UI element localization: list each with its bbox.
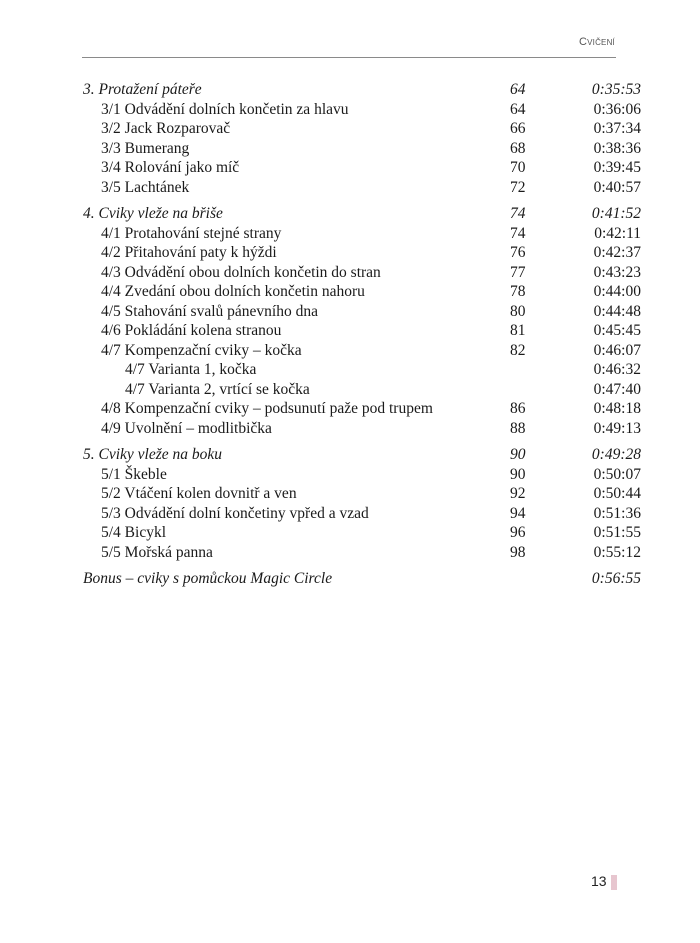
toc-time: 0:46:32	[593, 361, 641, 378]
toc-page: 90	[510, 465, 526, 483]
toc-page: 70	[510, 159, 526, 176]
toc-page: 74	[510, 224, 526, 242]
toc-time: 0:41:52	[591, 205, 641, 222]
toc-page: 96	[510, 524, 526, 541]
toc-section-5	[83, 445, 643, 562]
toc-title: 3/3 Bumerang	[101, 139, 190, 157]
toc-time: 0:44:00	[593, 283, 641, 300]
toc-entry[interactable]	[83, 178, 643, 198]
toc-entry[interactable]	[83, 504, 643, 524]
toc-page: 88	[510, 419, 526, 437]
running-head: Cvičení	[578, 36, 615, 48]
toc-entry[interactable]	[83, 302, 643, 322]
toc-title: 4/4 Zvedání obou dolních končetin nahoru	[101, 283, 365, 300]
toc-entry[interactable]	[83, 243, 643, 263]
toc-title: 3. Protažení páteře	[83, 81, 202, 98]
toc-entry[interactable]	[83, 263, 643, 283]
toc-time: 0:46:07	[593, 341, 641, 359]
toc-entry[interactable]	[83, 321, 643, 341]
toc-title: 4/3 Odvádění obou dolních končetin do stran	[101, 263, 381, 281]
toc-title: 4/7 Kompenzační cviky – kočka	[101, 341, 302, 359]
toc-entry[interactable]	[83, 139, 643, 159]
toc-section-heading[interactable]	[83, 445, 643, 465]
toc-entry[interactable]	[83, 119, 643, 139]
toc-page: 92	[510, 485, 526, 502]
toc-page: 64	[510, 81, 526, 98]
toc-time: 0:35:53	[591, 81, 641, 98]
toc-title: 4/8 Kompenzační cviky – podsunutí paže pod trupem	[101, 400, 433, 417]
toc-entry[interactable]	[83, 484, 643, 504]
toc-title: Bonus – cviky s pomůckou Magic Circle	[83, 570, 333, 587]
toc-entry[interactable]	[83, 465, 643, 485]
toc-time: 0:44:48	[593, 302, 641, 320]
toc-title: 5. Cviky vleže na boku	[83, 446, 223, 463]
header-rule	[82, 57, 616, 58]
toc-title: 4/6 Pokládání kolena stranou	[101, 322, 282, 339]
toc-page: 86	[510, 400, 526, 417]
toc-page: 98	[510, 543, 526, 561]
toc-title: 4/2 Přitahování paty k hýždi	[101, 244, 277, 261]
toc-page: 68	[510, 139, 526, 157]
toc-subentry[interactable]	[83, 360, 643, 380]
page-number: 13	[591, 873, 607, 889]
toc-title: 4. Cviky vleže na břiše	[83, 205, 223, 222]
toc-page: 77	[510, 263, 526, 281]
toc-time: 0:38:36	[593, 139, 641, 157]
toc-time: 0:36:06	[593, 100, 641, 118]
toc-entry[interactable]	[83, 282, 643, 302]
toc-title: 5/4 Bicykl	[101, 524, 167, 541]
toc-title: 4/7 Varianta 2, vrtící se kočka	[125, 380, 310, 398]
table-of-contents	[83, 80, 643, 596]
toc-entry[interactable]	[83, 100, 643, 120]
toc-time: 0:47:40	[593, 380, 641, 398]
page-marker	[611, 875, 617, 890]
toc-page: 64	[510, 100, 526, 118]
toc-page: 66	[510, 120, 526, 137]
toc-time: 0:39:45	[593, 159, 641, 176]
toc-entry[interactable]	[83, 224, 643, 244]
toc-page: 81	[510, 322, 526, 339]
toc-time: 0:45:45	[593, 322, 641, 339]
toc-time: 0:56:55	[591, 570, 641, 587]
toc-section-heading[interactable]	[83, 204, 643, 224]
toc-title: 3/1 Odvádění dolních končetin za hlavu	[101, 100, 349, 118]
toc-page: 94	[510, 504, 526, 522]
toc-title: 4/9 Uvolnění – modlitbička	[101, 419, 272, 437]
toc-title: 4/1 Protahování stejné strany	[101, 224, 282, 242]
toc-title: 3/2 Jack Rozparovač	[101, 120, 231, 137]
toc-subentry[interactable]	[83, 380, 643, 400]
toc-time: 0:51:36	[593, 504, 641, 522]
toc-title: 5/1 Škeble	[101, 465, 167, 483]
toc-page: 90	[510, 446, 526, 463]
toc-title: 3/5 Lachtánek	[101, 178, 190, 196]
toc-time: 0:50:44	[593, 485, 641, 502]
toc-time: 0:50:07	[593, 465, 641, 483]
toc-time: 0:48:18	[593, 400, 641, 417]
toc-entry[interactable]	[83, 158, 643, 178]
toc-section-bonus	[83, 569, 643, 589]
toc-time: 0:42:11	[594, 224, 641, 242]
toc-title: 4/7 Varianta 1, kočka	[125, 361, 257, 378]
toc-entry[interactable]	[83, 543, 643, 563]
toc-page: 74	[510, 205, 526, 222]
toc-time: 0:49:13	[593, 419, 641, 437]
toc-time: 0:40:57	[593, 178, 641, 196]
toc-time: 0:49:28	[591, 446, 641, 463]
toc-title: 5/2 Vtáčení kolen dovnitř a ven	[101, 485, 297, 502]
toc-section-3	[83, 80, 643, 197]
toc-entry[interactable]	[83, 419, 643, 439]
toc-entry[interactable]	[83, 341, 643, 361]
toc-page: 78	[510, 283, 526, 300]
toc-page: 80	[510, 302, 526, 320]
toc-time: 0:43:23	[593, 263, 641, 281]
toc-page: 76	[510, 244, 526, 261]
toc-page: 82	[510, 341, 526, 359]
toc-section-heading[interactable]	[83, 569, 643, 589]
toc-section-heading[interactable]	[83, 80, 643, 100]
toc-time: 0:55:12	[593, 543, 641, 561]
toc-time: 0:37:34	[593, 120, 641, 137]
toc-page: 72	[510, 178, 526, 196]
toc-title: 4/5 Stahování svalů pánevního dna	[101, 302, 318, 320]
toc-section-4	[83, 204, 643, 438]
toc-entry[interactable]	[83, 399, 643, 419]
toc-title: 5/5 Mořská panna	[101, 543, 213, 561]
toc-entry[interactable]	[83, 523, 643, 543]
toc-title: 3/4 Rolování jako míč	[101, 159, 240, 176]
toc-time: 0:51:55	[593, 524, 641, 541]
toc-time: 0:42:37	[593, 244, 641, 261]
toc-title: 5/3 Odvádění dolní končetiny vpřed a vzad	[101, 504, 369, 522]
